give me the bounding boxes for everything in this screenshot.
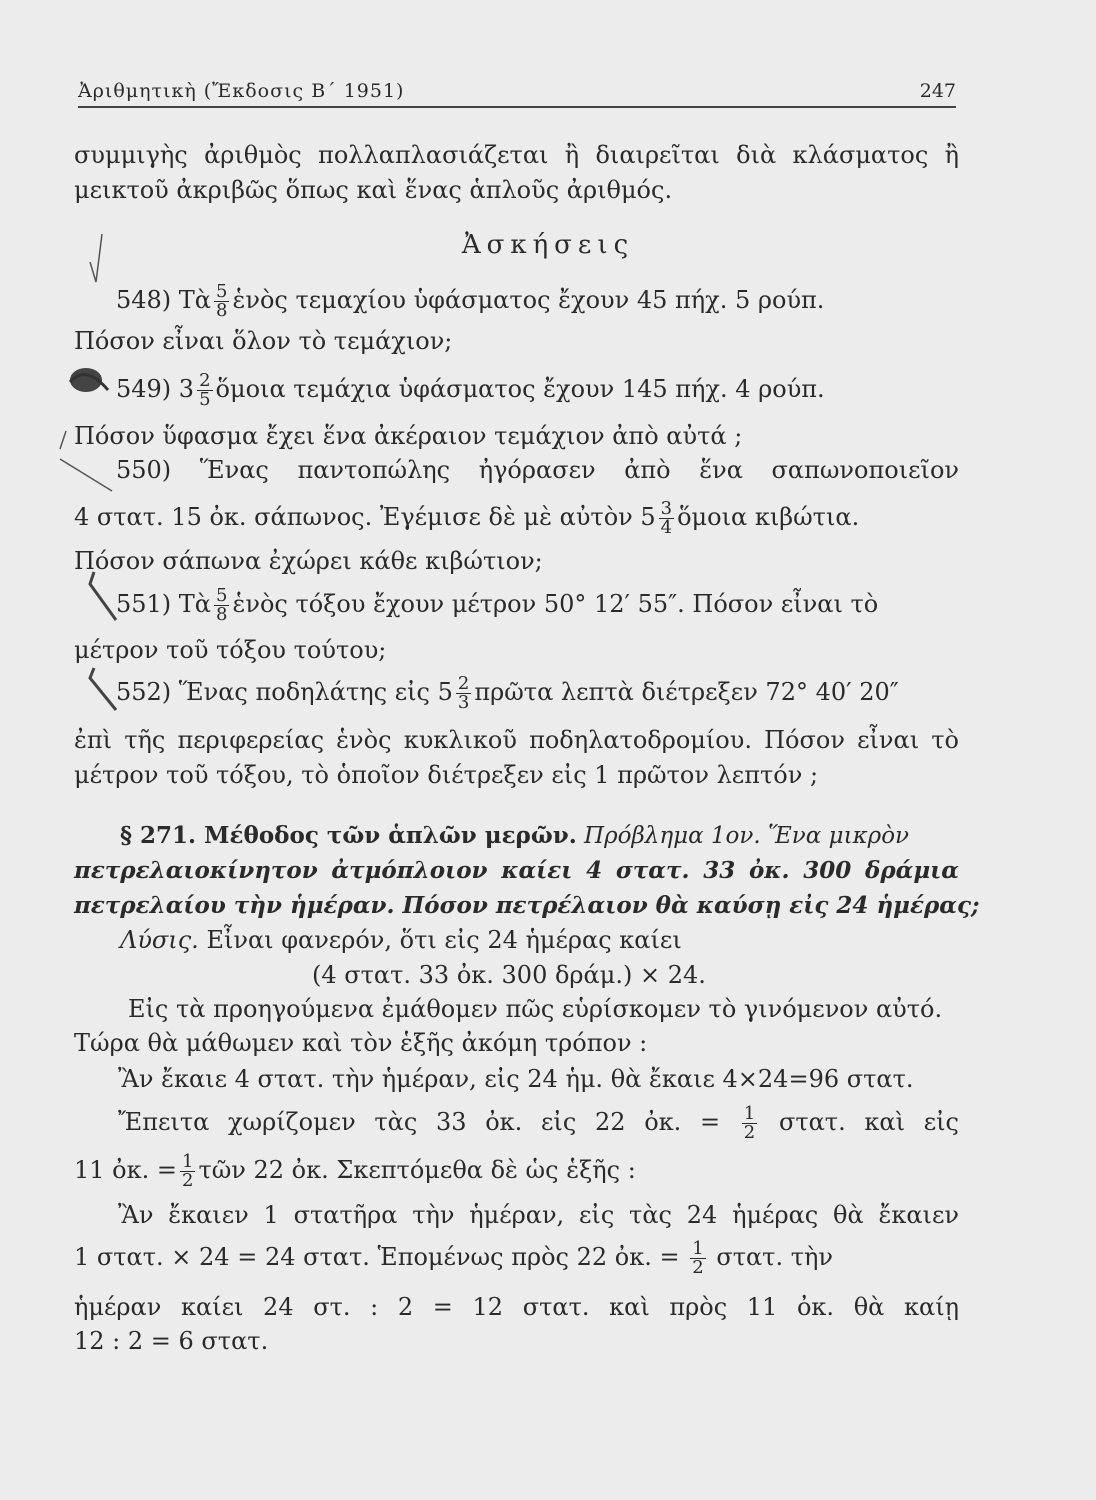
exercise-551: 551) Τὰ $\frac{5}{8}$ ἑνὸς τόξου ἔχουν μέτρον 50° 12′ 55″. Πόσον εἶναι τὸ <box>116 585 879 625</box>
solution-line-5: Ἂν ἔκαιε 4 στατ. τὴν ἡμέραν, εἰς 24 ἡμ. θὰ ἔκαιε 4×24=96 στατ. <box>118 1065 914 1093</box>
section-heading: § 271. Μέθοδος τῶν ἁπλῶν μερῶν. Πρόβλημα 1ον. Ἕνα μικρὸν <box>120 822 910 849</box>
problem-line-2: πετρελαιοκίνητον ἀτμόπλοιον καίει 4 στατ. 33 ὀκ. 300 δράμια <box>74 857 959 884</box>
fraction: $\frac{5}{8}$ <box>216 585 228 625</box>
exercise-548-line-2: Πόσον εἶναι ὅλον τὸ τεμάχιον; <box>74 327 453 355</box>
exercise-549: 549) 3 $\frac{2}{5}$ ὅμοια τεμάχια ὑφάσματος ἔχουν 145 πήχ. 4 ρούπ. <box>116 370 825 410</box>
problem-line-3: πετρελαίου τὴν ἡμέραν. Πόσον πετρέλαιον θὰ καύσῃ εἰς 24 ἡμέρας; <box>74 892 980 919</box>
exercise-551-line-2: μέτρον τοῦ τόξου τούτου; <box>74 636 387 664</box>
fraction: $\frac{2}{5}$ <box>199 370 211 410</box>
exercise-552: 552) Ἕνας ποδηλάτης εἰς 5 $\frac{2}{3}$ πρῶτα λεπτὰ διέτρεξεν 72° 40′ 20″ <box>116 673 899 713</box>
fraction: $\frac{2}{3}$ <box>457 673 470 713</box>
exercise-549-line-2: Πόσον ὕφασμα ἔχει ἕνα ἀκέραιον τεμάχιον ἀπὸ αὐτά ; <box>74 422 743 450</box>
solution-line-1: Λύσις. Εἶναι φανερόν, ὅτι εἰς 24 ἡμέρας καίει <box>120 926 682 954</box>
solution-line-11: 12 : 2 = 6 στατ. <box>74 1327 269 1355</box>
solution-line-7: 11 ὀκ. = $\frac{1}{2}$ τῶν 22 ὀκ. Σκεπτόμεθα δὲ ὡς ἑξῆς : <box>74 1151 636 1191</box>
exercise-552-line-2: ἐπὶ τῆς περιφερείας ἑνὸς κυκλικοῦ ποδηλατοδρομίου. Πόσον εἶναι τὸ <box>74 726 959 754</box>
solution-line-3: Εἰς τὰ προηγούμενα ἐμάθομεν πῶς εὑρίσκομεν τὸ γινόμενον αὐτό. <box>128 995 943 1023</box>
header-title: Ἀριθμητικὴ (Ἔκδοσις Β΄ 1951) <box>78 80 405 102</box>
exercise-550-line-2: 4 στατ. 15 ὀκ. σάπωνος. Ἐγέμισε δὲ μὲ αὐτὸν 5 $\frac{3}{4}$ ὅμοια κιβώτια. <box>74 498 860 538</box>
scribble-icon <box>64 360 116 404</box>
solution-line-9: 1 στατ. × 24 = 24 στατ. Ἑπομένως πρὸς 22 ὀκ. = $\frac{1}{2}$ στατ. τὴν <box>74 1238 833 1278</box>
exercise-548: 548) Τὰ $\frac{5}{8}$ ἑνὸς τεμαχίου ὑφάσματος ἔχουν 45 πήχ. 5 ρούπ. <box>116 281 825 321</box>
exercise-550-line-1: 550) Ἕνας παντοπώλης ἠγόρασεν ἀπὸ ἕνα σαπωνοποιεῖον <box>116 456 959 484</box>
fraction: $\frac{1}{2}$ <box>743 1103 756 1143</box>
running-header <box>78 76 956 108</box>
pen-stroke-icon <box>86 664 120 714</box>
fraction: $\frac{1}{2}$ <box>692 1238 704 1278</box>
solution-line-2: (4 στατ. 33 ὀκ. 300 δράμ.) × 24. <box>312 961 706 989</box>
exercise-550-line-3: Πόσον σάπωνα ἐχώρει κάθε κιβώτιον; <box>74 547 543 575</box>
intro-line-1: συμμιγὴς ἀριθμὸς πολλαπλασιάζεται ἢ διαιρεῖται διὰ κλάσματος ἢ <box>74 141 959 169</box>
fraction: $\frac{1}{2}$ <box>181 1151 194 1191</box>
pen-stroke-icon <box>86 568 120 624</box>
fraction: $\frac{5}{8}$ <box>216 281 228 321</box>
exercises-title: Ἀσκήσεις <box>461 230 635 260</box>
page-number: 247 <box>919 80 956 102</box>
solution-line-4: Τώρα θὰ μάθωμεν καὶ τὸν ἑξῆς ἀκόμη τρόπον : <box>74 1029 648 1057</box>
solution-line-10: ἡμέραν καίει 24 στ. : 2 = 12 στατ. καὶ πρὸς 11 ὀκ. θὰ καίῃ <box>74 1293 959 1321</box>
exercise-552-line-3: μέτρον τοῦ τόξου, τὸ ὁποῖον διέτρεξεν εἰς 1 πρῶτον λεπτόν ; <box>74 761 819 789</box>
solution-line-6: Ἔπειτα χωρίζομεν τὰς 33 ὀκ. εἰς 22 ὀκ. = $\frac{1}{2}$ στατ. καὶ εἰς <box>118 1103 959 1143</box>
fraction: $\frac{3}{4}$ <box>660 498 673 538</box>
pen-stroke-icon <box>56 425 116 495</box>
intro-line-2: μεικτοῦ ἀκριβῶς ὅπως καὶ ἕνας ἁπλοῦς ἀριθμός. <box>74 176 673 204</box>
solution-line-8: Ἂν ἔκαιεν 1 στατῆρα τὴν ἡμέραν, εἰς τὰς 24 ἡμέρας θὰ ἔκαιεν <box>118 1201 959 1229</box>
